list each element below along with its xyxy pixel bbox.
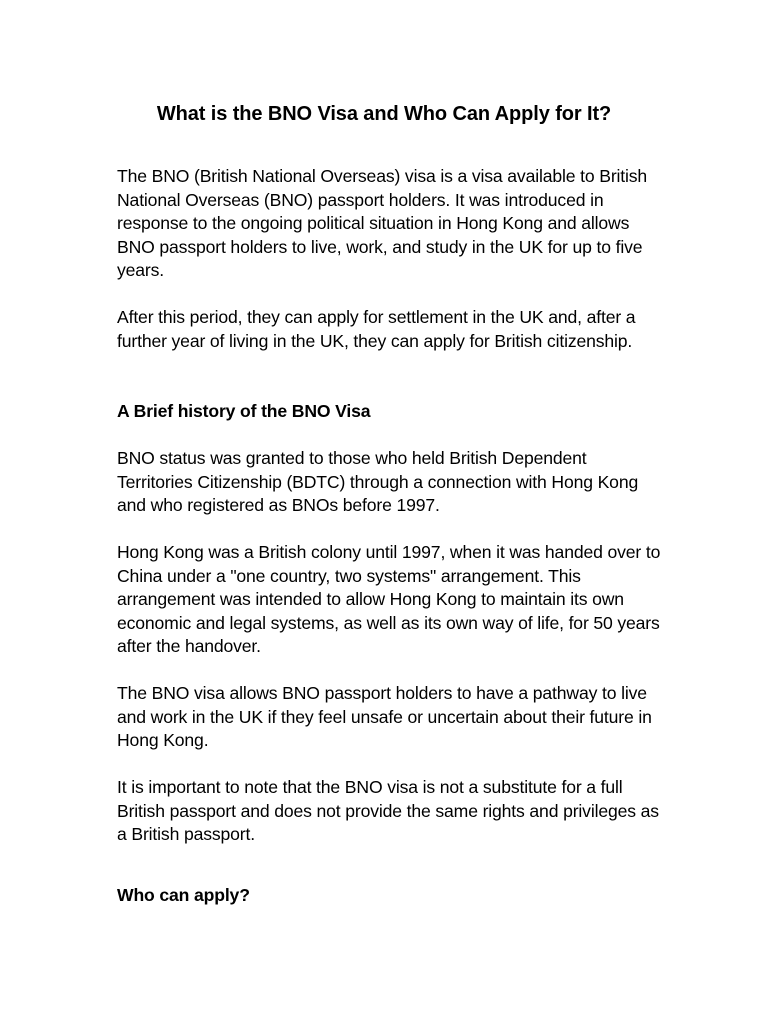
intro-paragraph: The BNO (British National Overseas) visa is a visa available to British National Overseas (BNO) passport holders. It was introduced in response to the ongoing political situation in Hong Kong and allows BNO passport holders to live, work, and study in the UK for up to five years. [117, 166, 648, 281]
bno-status-paragraph: BNO status was granted to those who held British Dependent Territories Citizenship (BDTC) through a connection with Hong Kong and who registered as BNOs before 1997. [117, 448, 639, 516]
hong-kong-history-paragraph: Hong Kong was a British colony until 1997, when it was handed over to China under a "one country, two systems" arrangement. This arrangement was intended to allow Hong Kong to maintain its own economic and legal systems, as well as its own way of life, for 50 years after the handover. [117, 542, 661, 657]
page-title: What is the BNO Visa and Who Can Apply for It? [156, 103, 612, 125]
pathway-paragraph: The BNO visa allows BNO passport holders to have a pathway to live and work in the UK if they feel unsafe or uncertain about their future in Hong Kong. [117, 683, 652, 751]
settlement-paragraph: After this period, they can apply for settlement in the UK and, after a further year of living in the UK, they can apply for British citizenship. [117, 307, 636, 351]
who-can-apply-heading: Who can apply? [117, 885, 250, 905]
important-note-paragraph: It is important to note that the BNO visa is not a substitute for a full British passport and does not provide the same rights and privileges as a British passport. [117, 777, 659, 845]
history-heading: A Brief history of the BNO Visa [117, 401, 371, 421]
